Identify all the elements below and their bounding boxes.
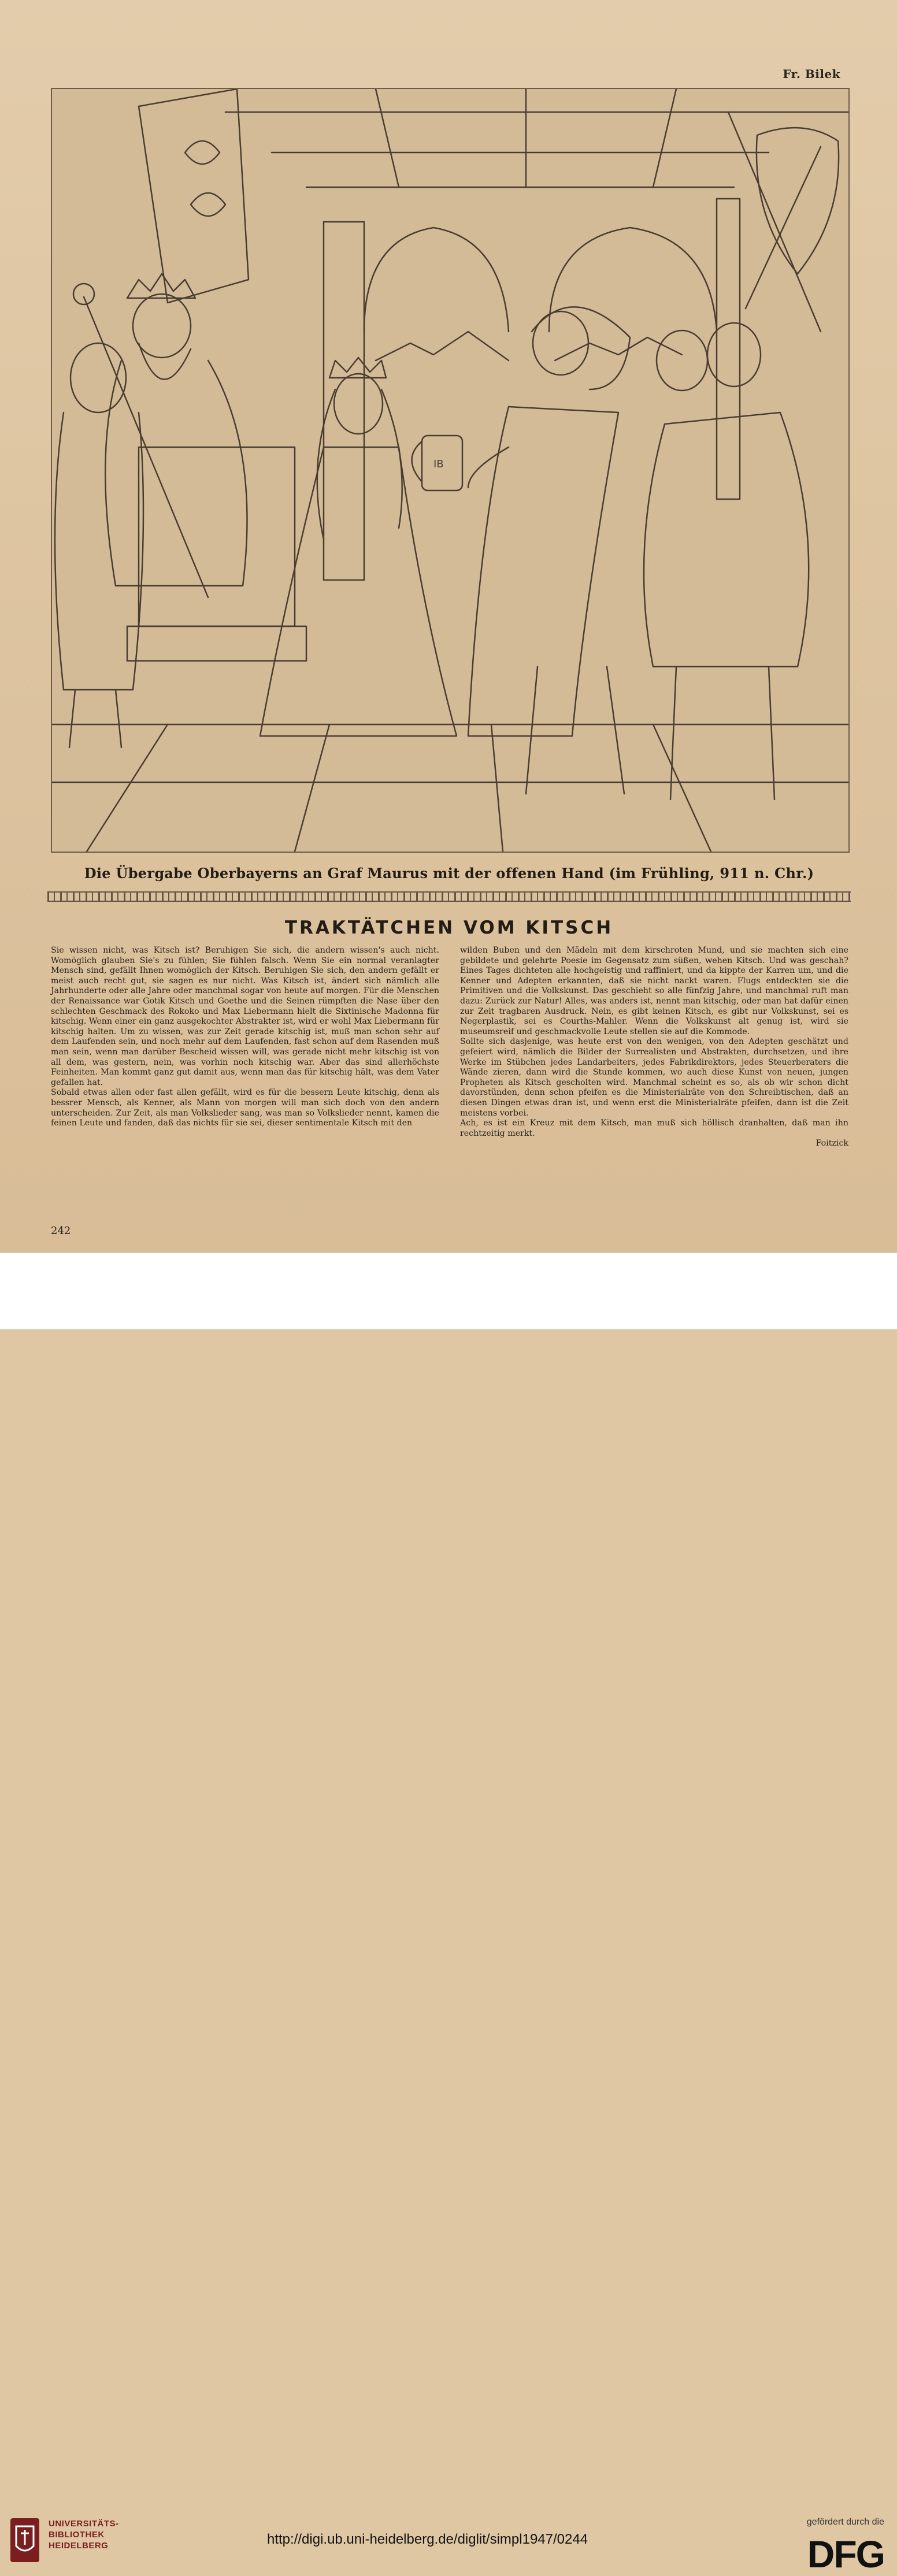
library-line: UNIVERSITÄTS- — [49, 2519, 119, 2529]
article-body — [51, 946, 848, 1206]
university-seal-icon — [9, 2517, 40, 2563]
ornamental-divider — [47, 891, 851, 902]
paragraph: Sobald etwas allen oder fast allen gefällt, wird es für die bessern Leute kitschig, denn als bessrer Mensch, als Kenner, als Mann von morgen will man sich doch von den andern unterscheiden. Zur Zeit, als man Volkslieder sang, was man so Volkslieder nennt, kamen die feinen Leute und fanden, daß das nichts für sie sei, dieser sentimentale Kitsch mit den — [51, 1088, 439, 1128]
page-number: 242 — [51, 1225, 71, 1237]
illustration — [51, 88, 850, 853]
library-line: BIBLIOTHEK — [49, 2530, 105, 2540]
library-line: HEIDELBERG — [49, 2541, 109, 2551]
library-name — [49, 2518, 119, 2551]
funding-note: gefördert durch die — [806, 2517, 884, 2527]
mug-letters: IB — [433, 458, 444, 470]
illustration-drawing — [52, 89, 848, 852]
article-column-right — [460, 946, 848, 1206]
article-column-left — [51, 946, 439, 1206]
paragraph: wilden Buben und den Mädeln mit dem kirschroten Mund, und sie machten sich eine gebildete und gelehrte Poesie im Gegensatz zum süßen, wehen Kitsch. Und was geschah? Eines Tages dichteten alle hochgeistig und raffiniert, und da kippte der Karren um, und die Kenner und Adepten erkannten, daß sie nicht nackt waren. Flugs entdeckten sie die Primitiven und die Volkskunst. Das geschieht so alle fünfzig Jahre, und manchmal ruft man dazu: Zurück zur Natur! Alles, was anders ist, nennt man kitschig, oder man hat dafür einen zur Zeit tragbaren Ausdruck. Nein, es gibt keinen Kitsch, es gibt nur Volkskunst, sei es Negerplastik, sei es Courths-Mahler. Wenn die Volkskunst alt genug ist, wird sie museumsreif und geschmackvolle Leute stellen sie auf die Kommode. — [460, 946, 848, 1036]
viewer-footer — [0, 1252, 897, 2575]
shield — [757, 128, 839, 274]
illustration-caption: Die Übergabe Oberbayerns an Graf Maurus mit der offenen Hand (im Frühling, 911 n. Chr.) — [84, 865, 814, 882]
woman-figure — [260, 358, 462, 736]
column — [324, 222, 364, 580]
paragraph: Sollte sich dasjenige, was heute erst von den wenigen, von den Adepten geschätzt und gefeiert wird, nämlich die Bilder der Surrealisten und Abstrakten, durchsetzen, und ihre Werke im Stübchen jedes Landarbeiters, jedes Fabrikdirektors, jedes Steuerberaters die Wände zieren, dann wird die Stunde kommen, wo auch diese Kunst von neuen, jungen Propheten als Kitsch gescholten wird. Manchmal scheint es so, als ob wir schon dicht davorstünden, denn schon pfeifen es die Ministerialräte von den Schreibtischen, daß an diesen Dingen etwas dran ist, und wenn erst die Ministerialräte pfeifen, dann ist die Zeit meistens vorbei. — [460, 1037, 848, 1118]
article-author: Foitzick — [816, 1139, 848, 1148]
paragraph: Ach, es ist ein Kreuz mit dem Kitsch, man muß sich höllisch dranhalten, daß man ihn rechtzeitig merkt. — [460, 1118, 848, 1138]
count-figure — [468, 307, 630, 794]
permalink-url[interactable]: http://digi.ub.uni-heidelberg.de/diglit/simpl1947/0244 — [267, 2532, 588, 2547]
arch-left — [364, 228, 509, 332]
magazine-page — [0, 0, 897, 1252]
king-figure — [73, 274, 247, 597]
banner — [139, 89, 249, 303]
dfg-logo: DFG — [807, 2533, 884, 2575]
artist-signature: Fr. Bilek — [783, 67, 840, 81]
servant-figure — [55, 343, 143, 748]
mountains — [376, 332, 509, 360]
article-headline: TRAKTÄTCHEN VOM KITSCH — [284, 917, 614, 938]
companion-figures — [644, 323, 809, 800]
paragraph: Sie wissen nicht, was Kitsch ist? Beruhigen Sie sich, die andern wissen's auch nicht. Womöglich glauben Sie's zu fühlen; Sie fühlen falsch. Wenn Sie ein normal veranlagter Mensch sind, gefällt Ihnen womöglich der Kitsch. Beruhigen Sie sich, den andern gefällt er meist auch recht gut, sie sagen es nur nicht. Was Kitsch ist, ändert sich nämlich alle Jahrhunderte oder alle Jahre oder manchmal sogar von heute auf morgen. Für die Menschen der Renaissance war Gotik Kitsch und Goethe und die Seinen rümpften die Nase über den schlechten Geschmack des Rokoko und Max Liebermann hielt die Sixtinische Madonna für kitschig. Wenn einer ein ganz ausgekochter Abstrakter ist, wird er wohl Max Liebermann für kitschig halten. Um zu wissen, was zur Zeit gerade kitschig ist, muß man schon sehr auf dem Laufenden sein, und noch mehr auf dem Laufenden, fast schon auf dem Rasenden muß man sein, wenn man darüber Bescheid wissen will, was gerade nicht mehr kitschig ist von all dem, was gestern, nein, was vorhin noch kitschig war. Aber das sind allerhöchste Feinheiten. Man kommt ganz gut damit aus, wenn man das für kitschig hält, was dem Vater gefallen hat. — [51, 946, 439, 1087]
throne — [139, 447, 295, 626]
column — [717, 199, 740, 499]
